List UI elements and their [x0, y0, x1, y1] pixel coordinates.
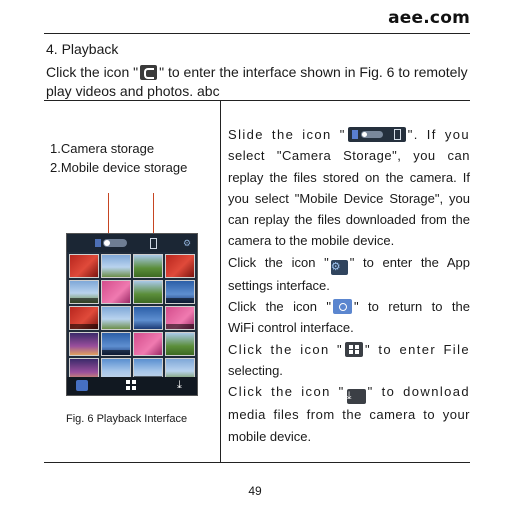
camera-storage-icon — [95, 239, 101, 247]
page-number: 49 — [248, 484, 262, 498]
media-thumbnail — [165, 306, 195, 330]
media-thumbnail — [69, 280, 99, 304]
media-thumbnail — [133, 254, 163, 278]
media-thumbnail — [133, 280, 163, 304]
mobile-storage-pointer — [153, 193, 154, 237]
media-thumbnail — [69, 332, 99, 356]
instructions-text — [228, 124, 470, 447]
grid-select-icon — [126, 380, 136, 390]
storage-option-camera: 1.Camera storage — [50, 141, 155, 156]
table-top-border — [44, 100, 470, 101]
playback-icon — [140, 65, 157, 80]
section-intro — [46, 63, 476, 101]
table-column-divider — [220, 100, 221, 462]
mobile-device-icon — [150, 238, 157, 249]
download-line-3: mobile device. — [228, 428, 312, 444]
media-thumbnail — [165, 332, 195, 356]
download-post: " to download — [367, 384, 470, 400]
media-thumbnail — [165, 280, 195, 304]
settings-line-2: settings interface. — [228, 277, 330, 293]
storage-option-mobile: 2.Mobile device storage — [50, 160, 188, 175]
select-pre: Click the icon " — [228, 341, 344, 357]
download-line-1 — [228, 381, 470, 404]
storage-toggle-icon — [103, 239, 127, 247]
camera-icon — [76, 380, 88, 391]
grid-select-icon — [345, 342, 363, 357]
media-thumbnail — [69, 254, 99, 278]
media-thumbnail — [101, 254, 131, 278]
download-icon: ⤓ — [347, 389, 366, 404]
settings-post: " to enter the App — [349, 254, 470, 270]
wifi-pre: Click the icon " — [228, 299, 331, 315]
media-thumbnail — [101, 306, 131, 330]
header-divider — [44, 33, 470, 34]
storage-switch-bar — [67, 234, 197, 252]
select-line-1 — [228, 339, 470, 360]
media-thumbnail — [165, 254, 195, 278]
settings-pre: Click the icon " — [228, 254, 329, 270]
wifi-line-1 — [228, 296, 470, 317]
slide-line-2: select "Camera Storage", you can — [228, 148, 470, 164]
media-thumbnail — [101, 332, 131, 356]
media-thumbnail-grid — [69, 254, 195, 382]
gear-icon: ⚙ — [331, 260, 348, 275]
settings-line-1 — [228, 252, 470, 275]
media-thumbnail — [69, 306, 99, 330]
storage-slider-icon — [348, 127, 406, 142]
storage-options-list — [50, 139, 187, 177]
slide-rest: replay the files stored on the camera. If you select "Mobile Device Storage", you can replay the files downloaded from the camera to the mobile device. — [228, 169, 470, 249]
media-thumbnail — [133, 332, 163, 356]
playback-interface-screenshot — [66, 233, 198, 396]
section-heading: 4. Playback — [46, 41, 119, 57]
wifi-line-2: WiFi control interface. — [228, 320, 354, 336]
brand-logo: aee.com — [388, 8, 470, 28]
gear-icon: ⚙ — [183, 238, 192, 248]
select-post: " to enter File — [365, 341, 470, 357]
table-bottom-border — [44, 462, 470, 463]
playback-toolbar — [67, 377, 197, 395]
wifi-post: " to return to the — [353, 299, 470, 315]
download-pre: Click the icon " — [228, 384, 345, 400]
download-icon: ⤓ — [177, 379, 182, 391]
download-line-2: media files from the camera to your — [228, 407, 470, 423]
slide-line-1 — [228, 124, 470, 145]
slide-pre: Slide the icon " — [228, 127, 346, 142]
slide-post: ". If you — [407, 127, 470, 142]
media-thumbnail — [101, 280, 131, 304]
camera-icon — [333, 299, 352, 314]
figure-caption: Fig. 6 Playback Interface — [66, 413, 188, 425]
intro-suffix: " to enter the interface shown in Fig. 6 to remotely play videos and photos. abc — [46, 64, 468, 99]
intro-prefix: Click the icon " — [46, 64, 139, 80]
media-thumbnail — [133, 306, 163, 330]
select-line-2: selecting. — [228, 362, 283, 378]
camera-storage-pointer — [108, 193, 109, 237]
